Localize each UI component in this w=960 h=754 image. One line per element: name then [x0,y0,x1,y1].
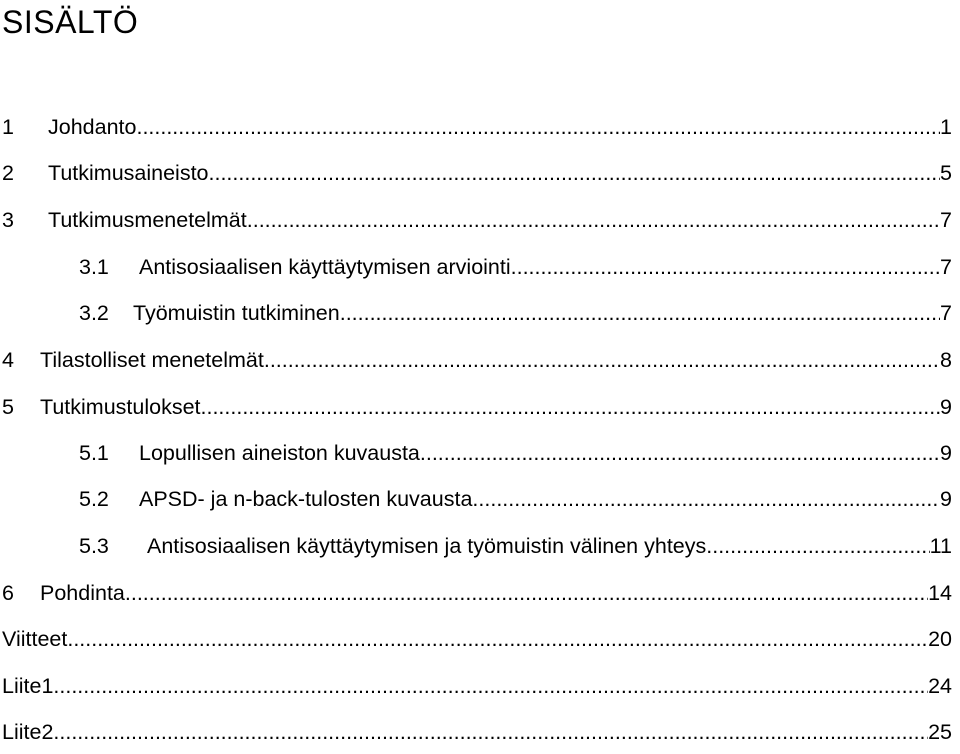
toc-dot-leader [201,385,941,429]
toc-entry-label: Lopullisen aineiston kuvausta [139,441,420,465]
toc-dot-leader [53,664,928,708]
toc-entry-page: 9 [940,441,952,465]
toc-dot-leader [53,710,928,754]
toc-entry-page: 9 [940,395,952,419]
toc-entry-2[interactable] [2,151,952,195]
toc-dot-leader [340,291,940,335]
toc-dot-leader [67,617,928,661]
toc-dot-leader [247,198,940,242]
toc-entry-number: 4 [2,348,14,372]
toc-entry-label: Liite2 [2,720,54,744]
toc-entry-label: Tutkimusaineisto [48,161,209,185]
toc-entry-number: 1 [2,115,14,139]
toc-entry-number: 5.2 [79,487,109,511]
toc-entry-5-2[interactable] [79,477,952,521]
toc-entry-number: 2 [2,161,14,185]
toc-entry-page: 5 [940,161,952,185]
toc-entry-page: 9 [940,487,952,511]
toc-entry-number: 6 [2,581,14,605]
toc-entry-label: Viitteet [2,627,68,651]
toc-entry-page: 7 [940,208,952,232]
toc-entry-3[interactable] [2,198,952,242]
toc-entry-liite1[interactable] [2,664,952,708]
page-title: SISÄLTÖ [2,4,139,40]
toc-entry-1[interactable] [2,105,952,149]
toc-dot-leader [706,524,929,568]
toc-entry-label: APSD- ja n-back-tulosten kuvausta [139,487,473,511]
toc-entry-number: 5 [2,395,14,419]
toc-dot-leader [472,477,940,521]
toc-dot-leader [511,245,940,289]
toc-entry-label: Pohdinta [40,581,125,605]
toc-entry-6[interactable] [2,571,952,615]
toc-entry-page: 7 [940,301,952,325]
toc-entry-number: 3.1 [79,255,109,279]
toc-dot-leader [264,338,940,382]
toc-dot-leader [420,431,940,475]
toc-entry-number: 5.1 [79,441,109,465]
toc-entry-page: 11 [929,534,952,558]
toc-entry-3-2[interactable] [79,291,952,335]
toc-entry-page: 14 [928,581,952,605]
toc-entry-label: Johdanto [48,115,137,139]
toc-entry-viitteet[interactable] [2,617,952,661]
toc-dot-leader [136,105,940,149]
toc-entry-page: 8 [940,348,952,372]
toc-entry-label: Tilastolliset menetelmät [40,348,264,372]
toc-entry-liite2[interactable] [2,710,952,754]
toc-entry-page: 25 [928,720,952,744]
toc-entry-page: 1 [940,115,952,139]
toc-entry-5[interactable] [2,385,952,429]
toc-dot-leader [125,571,928,615]
toc-entry-number: 3 [2,208,14,232]
toc-entry-5-3[interactable] [79,524,952,568]
toc-entry-page: 7 [940,255,952,279]
toc-entry-3-1[interactable] [79,245,952,289]
toc-entry-4[interactable] [2,338,952,382]
toc-entry-5-1[interactable] [79,431,952,475]
toc-entry-number: 3.2 [79,301,109,325]
toc-entry-label: Liite1 [2,674,54,698]
toc-entry-label: Tutkimusmenetelmät [48,208,247,232]
toc-dot-leader [209,151,941,195]
toc-entry-label: Antisosiaalisen käyttäytymisen arviointi [139,255,511,279]
toc-entry-page: 24 [928,674,952,698]
toc-entry-label: Työmuistin tutkiminen [133,301,340,325]
toc-entry-number: 5.3 [79,534,109,558]
toc-entry-page: 20 [928,627,952,651]
toc-entry-label: Tutkimustulokset [40,395,201,419]
toc-entry-label: Antisosiaalisen käyttäytymisen ja työmuistin välinen yhteys [147,534,707,558]
